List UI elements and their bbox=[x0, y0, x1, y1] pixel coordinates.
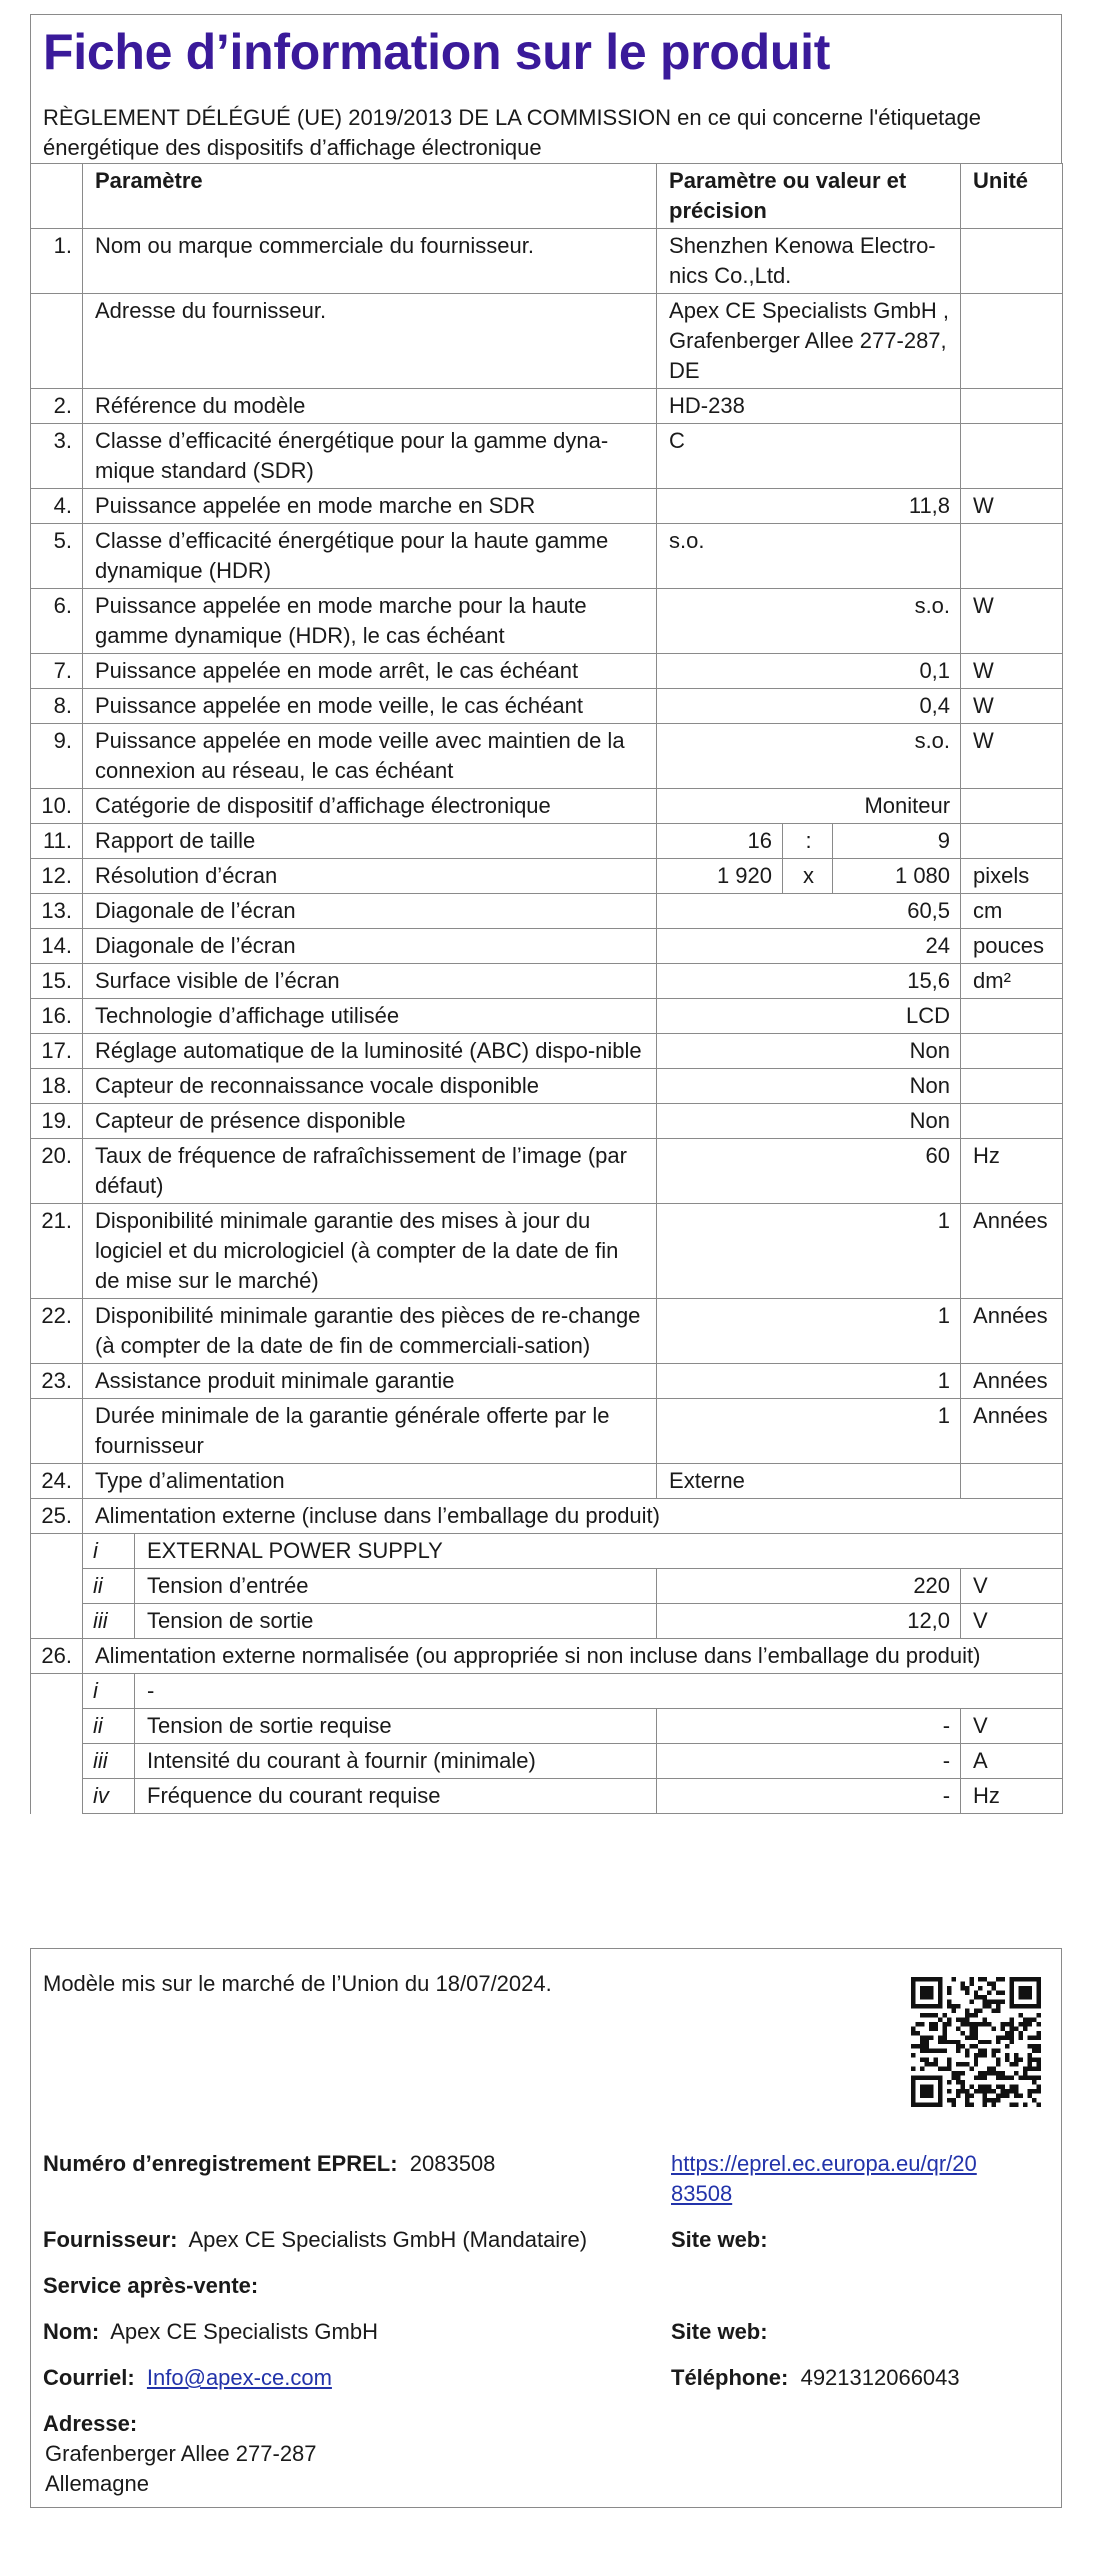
row-unit: W bbox=[961, 489, 1063, 524]
row-parameter: Puissance appelée en mode arrêt, le cas échéant bbox=[83, 654, 657, 689]
eprel-link-line1[interactable]: https://eprel.ec.europa.eu/qr/20 bbox=[671, 2151, 977, 2176]
table-row bbox=[31, 1104, 1063, 1139]
table-row bbox=[31, 424, 1063, 489]
sub-row-unit: V bbox=[961, 1604, 1063, 1639]
row-value: Non bbox=[657, 1034, 961, 1069]
sub-row-spacer bbox=[31, 1709, 83, 1744]
row-number: 15. bbox=[31, 964, 83, 999]
row-number: 20. bbox=[31, 1139, 83, 1204]
table-row bbox=[31, 1399, 1063, 1464]
table-row bbox=[31, 824, 1063, 859]
sub-row bbox=[31, 1569, 1063, 1604]
row-value-separator: : bbox=[783, 824, 833, 859]
row-value: HD-238 bbox=[657, 389, 961, 424]
table-row bbox=[31, 1204, 1063, 1299]
website-row-1 bbox=[671, 2225, 768, 2255]
row-number: 10. bbox=[31, 789, 83, 824]
row-value: 15,6 bbox=[657, 964, 961, 999]
row-unit: pouces bbox=[961, 929, 1063, 964]
page-title: Fiche d’information sur le produit bbox=[43, 24, 831, 80]
row-unit bbox=[961, 294, 1063, 389]
header-parameter: Paramètre bbox=[83, 164, 657, 229]
row-value: Externe bbox=[657, 1464, 961, 1499]
row-unit: W bbox=[961, 589, 1063, 654]
sub-row-spacer bbox=[31, 1569, 83, 1604]
sub-row-label: Fréquence du courant requise bbox=[135, 1779, 657, 1814]
row-unit bbox=[961, 999, 1063, 1034]
row-parameter: Adresse du fournisseur. bbox=[83, 294, 657, 389]
table-row bbox=[31, 1499, 1063, 1534]
table-row bbox=[31, 964, 1063, 999]
table-row bbox=[31, 894, 1063, 929]
supplier-value: Apex CE Specialists GmbH (Mandataire) bbox=[188, 2227, 588, 2252]
header-box bbox=[30, 14, 1062, 164]
footer-box bbox=[30, 1948, 1062, 2508]
row-value: Apex CE Specialists GmbH , Grafenberger Allee 277-287, DE bbox=[657, 294, 961, 389]
table-row bbox=[31, 654, 1063, 689]
product-info-table bbox=[30, 163, 1063, 1814]
row-value: 24 bbox=[657, 929, 961, 964]
service-label: Service après-vente: bbox=[43, 2273, 259, 2298]
sub-row-index: iii bbox=[83, 1604, 135, 1639]
row-parameter: Catégorie de dispositif d’affichage électronique bbox=[83, 789, 657, 824]
row-parameter: Taux de fréquence de rafraîchissement de l’image (par défaut) bbox=[83, 1139, 657, 1204]
row-unit bbox=[961, 229, 1063, 294]
row-value: Non bbox=[657, 1104, 961, 1139]
sub-row-spacer bbox=[31, 1779, 83, 1814]
row-unit: pixels bbox=[961, 859, 1063, 894]
row-unit: Années bbox=[961, 1299, 1063, 1364]
market-date: Modèle mis sur le marché de l’Union du 18/07/2024. bbox=[43, 1971, 552, 1996]
row-number: 25. bbox=[31, 1499, 83, 1534]
table-row bbox=[31, 1299, 1063, 1364]
table-row bbox=[31, 1139, 1063, 1204]
sub-row-label: Tension de sortie requise bbox=[135, 1709, 657, 1744]
row-parameter: Réglage automatique de la luminosité (ABC) dispo-nible bbox=[83, 1034, 657, 1069]
row-number: 8. bbox=[31, 689, 83, 724]
row-parameter: Classe d’efficacité énergétique pour la gamme dyna-mique standard (SDR) bbox=[83, 424, 657, 489]
row-value: 60,5 bbox=[657, 894, 961, 929]
row-unit: Années bbox=[961, 1204, 1063, 1299]
row-parameter: Rapport de taille bbox=[83, 824, 657, 859]
table-row bbox=[31, 999, 1063, 1034]
row-parameter: Type d’alimentation bbox=[83, 1464, 657, 1499]
row-unit bbox=[961, 524, 1063, 589]
name-value: Apex CE Specialists GmbH bbox=[110, 2319, 378, 2344]
row-parameter: Disponibilité minimale garantie des pièces de re-change (à compter de la date de fin de commerciali-sation) bbox=[83, 1299, 657, 1364]
row-parameter: Capteur de présence disponible bbox=[83, 1104, 657, 1139]
email-row bbox=[43, 2363, 332, 2393]
row-number: 6. bbox=[31, 589, 83, 654]
row-number: 7. bbox=[31, 654, 83, 689]
eprel-label: Numéro d’enregistrement EPREL: bbox=[43, 2151, 398, 2176]
row-parameter: Puissance appelée en mode veille avec maintien de la connexion au réseau, le cas échéant bbox=[83, 724, 657, 789]
table-row bbox=[31, 294, 1063, 389]
row-value: s.o. bbox=[657, 724, 961, 789]
row-number: 3. bbox=[31, 424, 83, 489]
row-parameter: Puissance appelée en mode marche pour la haute gamme dynamique (HDR), le cas échéant bbox=[83, 589, 657, 654]
table-row bbox=[31, 1464, 1063, 1499]
row-value-separator: x bbox=[783, 859, 833, 894]
row-parameter: Capteur de reconnaissance vocale disponible bbox=[83, 1069, 657, 1104]
phone-label: Téléphone: bbox=[671, 2365, 789, 2390]
address-label-row bbox=[43, 2409, 137, 2439]
row-value: Shenzhen Kenowa Electro-nics Co.,Ltd. bbox=[657, 229, 961, 294]
supplier-row bbox=[43, 2225, 587, 2255]
row-parameter: Puissance appelée en mode marche en SDR bbox=[83, 489, 657, 524]
email-label: Courriel: bbox=[43, 2365, 135, 2390]
header-value: Paramètre ou valeur et précision bbox=[657, 164, 961, 229]
row-number: 5. bbox=[31, 524, 83, 589]
row-number: 23. bbox=[31, 1364, 83, 1399]
sub-row bbox=[31, 1779, 1063, 1814]
header-unit: Unité bbox=[961, 164, 1063, 229]
row-unit: W bbox=[961, 689, 1063, 724]
sub-row-label: EXTERNAL POWER SUPPLY bbox=[135, 1534, 1063, 1569]
row-parameter: Puissance appelée en mode veille, le cas échéant bbox=[83, 689, 657, 724]
table-row bbox=[31, 859, 1063, 894]
sub-row-label: - bbox=[135, 1674, 1063, 1709]
table-row bbox=[31, 789, 1063, 824]
eprel-link-line2[interactable]: 83508 bbox=[671, 2181, 733, 2206]
sub-row-label: Tension d’entrée bbox=[135, 1569, 657, 1604]
address-line2: Allemagne bbox=[45, 2471, 149, 2496]
group-heading: Alimentation externe (incluse dans l’emballage du produit) bbox=[83, 1499, 1063, 1534]
group-heading: Alimentation externe normalisée (ou appropriée si non incluse dans l’emballage du produit) bbox=[83, 1639, 1063, 1674]
row-value: 1 bbox=[657, 1399, 961, 1464]
table-row bbox=[31, 524, 1063, 589]
row-value: 1 bbox=[657, 1204, 961, 1299]
row-unit: W bbox=[961, 654, 1063, 689]
row-unit bbox=[961, 389, 1063, 424]
row-unit bbox=[961, 424, 1063, 489]
website-row-2 bbox=[671, 2317, 768, 2347]
table-row bbox=[31, 489, 1063, 524]
row-number: 24. bbox=[31, 1464, 83, 1499]
row-number: 4. bbox=[31, 489, 83, 524]
sub-row-spacer bbox=[31, 1744, 83, 1779]
row-number: 21. bbox=[31, 1204, 83, 1299]
sub-row-spacer bbox=[31, 1534, 83, 1569]
row-number: 9. bbox=[31, 724, 83, 789]
sub-row-spacer bbox=[31, 1674, 83, 1709]
row-unit: dm² bbox=[961, 964, 1063, 999]
sub-row bbox=[31, 1534, 1063, 1569]
sub-row-label: Tension de sortie bbox=[135, 1604, 657, 1639]
row-number: 26. bbox=[31, 1639, 83, 1674]
table-row bbox=[31, 929, 1063, 964]
table-row bbox=[31, 1069, 1063, 1104]
eprel-row bbox=[43, 2149, 495, 2179]
sub-row-value: 220 bbox=[657, 1569, 961, 1604]
row-unit: Hz bbox=[961, 1139, 1063, 1204]
service-row bbox=[43, 2271, 258, 2301]
row-number: 16. bbox=[31, 999, 83, 1034]
table-body bbox=[31, 229, 1063, 1814]
email-link[interactable]: Info@apex-ce.com bbox=[146, 2365, 332, 2390]
table-header-row bbox=[31, 164, 1063, 229]
row-parameter: Résolution d’écran bbox=[83, 859, 657, 894]
sub-row bbox=[31, 1604, 1063, 1639]
eprel-number: 2083508 bbox=[409, 2151, 496, 2176]
address-line1: Grafenberger Allee 277-287 bbox=[45, 2441, 317, 2466]
table-row bbox=[31, 229, 1063, 294]
row-number: 14. bbox=[31, 929, 83, 964]
regulation-subtitle: RÈGLEMENT DÉLÉGUÉ (UE) 2019/2013 DE LA COMMISSION en ce qui concerne l'étiquetage énergétique des dispositifs d’affichage électronique bbox=[43, 105, 981, 160]
row-number: 22. bbox=[31, 1299, 83, 1364]
sub-row bbox=[31, 1709, 1063, 1744]
sub-row-label: Intensité du courant à fournir (minimale) bbox=[135, 1744, 657, 1779]
row-value: 1 bbox=[657, 1299, 961, 1364]
row-value: Moniteur bbox=[657, 789, 961, 824]
sub-row-index: ii bbox=[83, 1709, 135, 1744]
row-unit bbox=[961, 1034, 1063, 1069]
row-value-b: 1 080 bbox=[833, 859, 961, 894]
row-parameter: Surface visible de l’écran bbox=[83, 964, 657, 999]
row-value: C bbox=[657, 424, 961, 489]
sub-row-index: i bbox=[83, 1674, 135, 1709]
sub-row-index: iv bbox=[83, 1779, 135, 1814]
table-row bbox=[31, 1034, 1063, 1069]
row-parameter: Assistance produit minimale garantie bbox=[83, 1364, 657, 1399]
row-value: 11,8 bbox=[657, 489, 961, 524]
sub-row-spacer bbox=[31, 1604, 83, 1639]
row-number: 19. bbox=[31, 1104, 83, 1139]
row-unit bbox=[961, 824, 1063, 859]
row-value: s.o. bbox=[657, 589, 961, 654]
row-value-b: 9 bbox=[833, 824, 961, 859]
qr-code bbox=[911, 1977, 1041, 2107]
row-number: 11. bbox=[31, 824, 83, 859]
sub-row bbox=[31, 1674, 1063, 1709]
sub-row-unit: V bbox=[961, 1569, 1063, 1604]
row-number: 17. bbox=[31, 1034, 83, 1069]
row-value: 1 bbox=[657, 1364, 961, 1399]
row-parameter: Nom ou marque commerciale du fournisseur. bbox=[83, 229, 657, 294]
row-number: 13. bbox=[31, 894, 83, 929]
row-value: s.o. bbox=[657, 524, 961, 589]
row-value-a: 16 bbox=[657, 824, 783, 859]
row-unit bbox=[961, 1464, 1063, 1499]
row-value: 60 bbox=[657, 1139, 961, 1204]
website-label-1: Site web: bbox=[671, 2227, 768, 2252]
name-row bbox=[43, 2317, 378, 2347]
sub-row-index: iii bbox=[83, 1744, 135, 1779]
name-label: Nom: bbox=[43, 2319, 100, 2344]
row-value-a: 1 920 bbox=[657, 859, 783, 894]
sub-row-value: - bbox=[657, 1779, 961, 1814]
row-parameter: Classe d’efficacité énergétique pour la haute gamme dynamique (HDR) bbox=[83, 524, 657, 589]
sub-row bbox=[31, 1744, 1063, 1779]
table-row bbox=[31, 724, 1063, 789]
row-parameter: Technologie d’affichage utilisée bbox=[83, 999, 657, 1034]
row-number: 12. bbox=[31, 859, 83, 894]
website-label-2: Site web: bbox=[671, 2319, 768, 2344]
sub-row-index: i bbox=[83, 1534, 135, 1569]
sub-row-unit: Hz bbox=[961, 1779, 1063, 1814]
row-value: LCD bbox=[657, 999, 961, 1034]
row-unit: Années bbox=[961, 1399, 1063, 1464]
row-number bbox=[31, 294, 83, 389]
row-unit: Années bbox=[961, 1364, 1063, 1399]
row-number: 2. bbox=[31, 389, 83, 424]
sub-row-unit: V bbox=[961, 1709, 1063, 1744]
row-number bbox=[31, 1399, 83, 1464]
row-unit: W bbox=[961, 724, 1063, 789]
row-parameter: Diagonale de l’écran bbox=[83, 894, 657, 929]
row-value: 0,1 bbox=[657, 654, 961, 689]
header-num-cell bbox=[31, 164, 83, 229]
row-number: 18. bbox=[31, 1069, 83, 1104]
row-unit: cm bbox=[961, 894, 1063, 929]
row-parameter: Durée minimale de la garantie générale offerte par le fournisseur bbox=[83, 1399, 657, 1464]
table-row bbox=[31, 1639, 1063, 1674]
phone-value: 4921312066043 bbox=[800, 2365, 960, 2390]
address-label: Adresse: bbox=[43, 2411, 138, 2436]
row-unit bbox=[961, 1069, 1063, 1104]
supplier-label: Fournisseur: bbox=[43, 2227, 178, 2252]
row-unit bbox=[961, 789, 1063, 824]
row-number: 1. bbox=[31, 229, 83, 294]
sub-row-value: - bbox=[657, 1709, 961, 1744]
row-unit bbox=[961, 1104, 1063, 1139]
table-row bbox=[31, 1364, 1063, 1399]
sub-row-value: 12,0 bbox=[657, 1604, 961, 1639]
row-value: Non bbox=[657, 1069, 961, 1104]
sub-row-index: ii bbox=[83, 1569, 135, 1604]
row-parameter: Référence du modèle bbox=[83, 389, 657, 424]
sub-row-unit: A bbox=[961, 1744, 1063, 1779]
table-row bbox=[31, 589, 1063, 654]
row-parameter: Disponibilité minimale garantie des mises à jour du logiciel et du micrologiciel (à compter de la date de fin de mise sur le marché) bbox=[83, 1204, 657, 1299]
row-value: 0,4 bbox=[657, 689, 961, 724]
phone-row bbox=[671, 2363, 960, 2393]
table-row bbox=[31, 689, 1063, 724]
table-row bbox=[31, 389, 1063, 424]
row-parameter: Diagonale de l’écran bbox=[83, 929, 657, 964]
sub-row-value: - bbox=[657, 1744, 961, 1779]
